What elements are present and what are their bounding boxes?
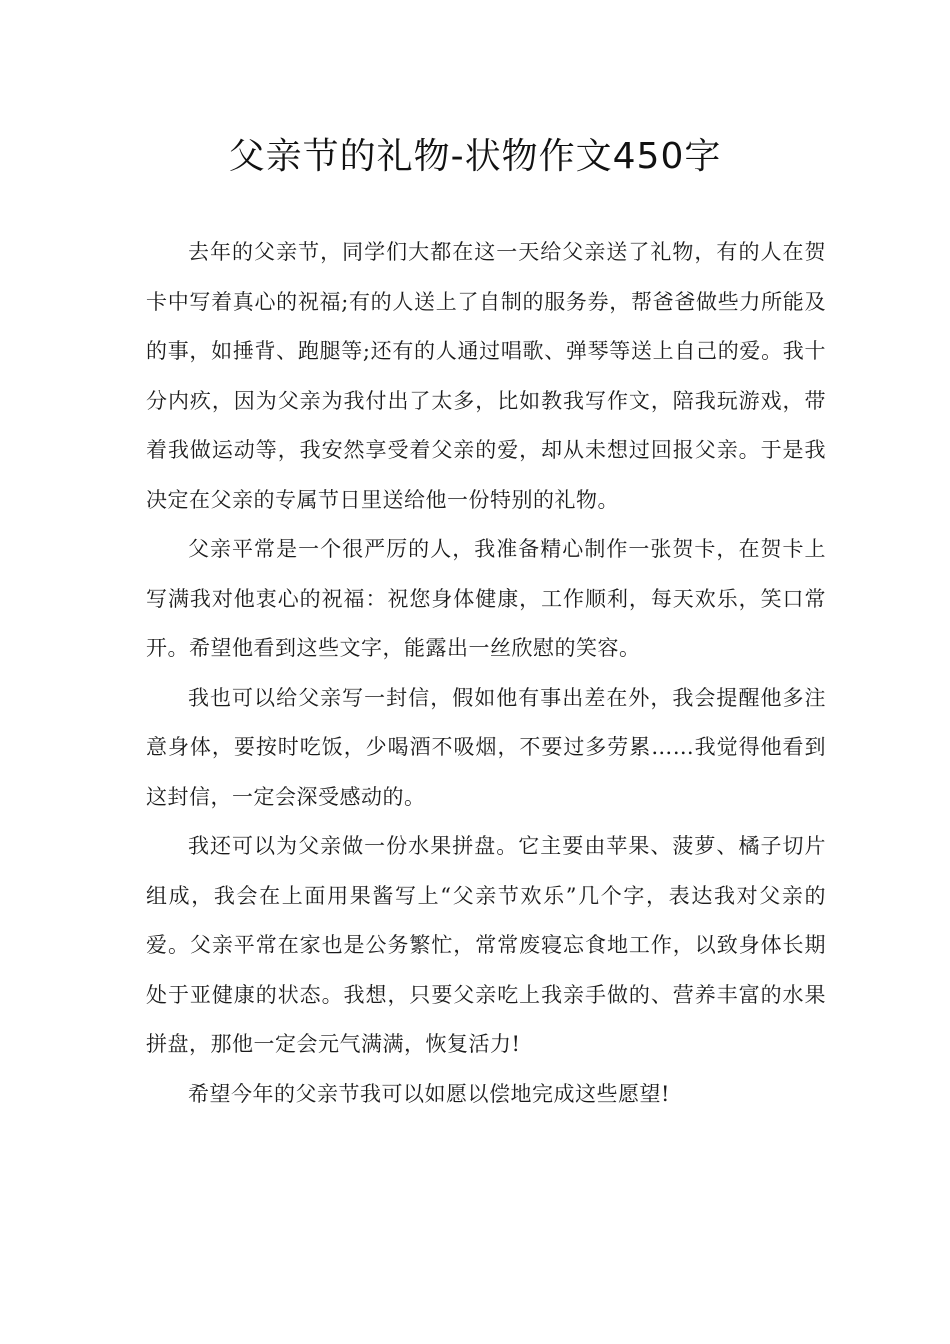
paragraph-4: 我还可以为父亲做一份水果拼盘。它主要由苹果、菠萝、橘子切片组成，我会在上面用果酱写上“父亲节欢乐”几个字，表达我对父亲的爱。父亲平常在家也是公务繁忙，常常废寝忘食地工作，以致身体长期处于亚健康的状态。我想，只要父亲吃上我亲手做的、营养丰富的水果拼盘，那他一定会元气满满，恢复活力!: [146, 834, 826, 1056]
paragraph-2: 父亲平常是一个很严厉的人，我准备精心制作一张贺卡，在贺卡上写满我对他衷心的祝福：祝您身体健康，工作顺利，每天欢乐，笑口常开。希望他看到这些文字，能露出一丝欣慰的笑容。: [146, 537, 826, 660]
document-body: [146, 228, 826, 1119]
paragraph-5: 希望今年的父亲节我可以如愿以偿地完成这些愿望!: [188, 1081, 670, 1106]
document-title: 父亲节的礼物-状物作文450字: [228, 136, 722, 177]
paragraph-3: 我也可以给父亲写一封信，假如他有事出差在外，我会提醒他多注意身体，要按时吃饭，少喝酒不吸烟，不要过多劳累……我觉得他看到这封信，一定会深受感动的。: [146, 685, 826, 809]
paragraph-1: 去年的父亲节，同学们大都在这一天给父亲送了礼物，有的人在贺卡中写着真心的祝福;有的人送上了自制的服务券，帮爸爸做些力所能及的事，如捶背、跑腿等;还有的人通过唱歌、弹琴等送上自己的爱。我十分内疚，因为父亲为我付出了太多，比如教我写作文，陪我玩游戏，带着我做运动等，我安然享受着父亲的爱，却从未想过回报父亲。于是我决定在父亲的专属节日里送给他一份特别的礼物。: [146, 240, 826, 512]
